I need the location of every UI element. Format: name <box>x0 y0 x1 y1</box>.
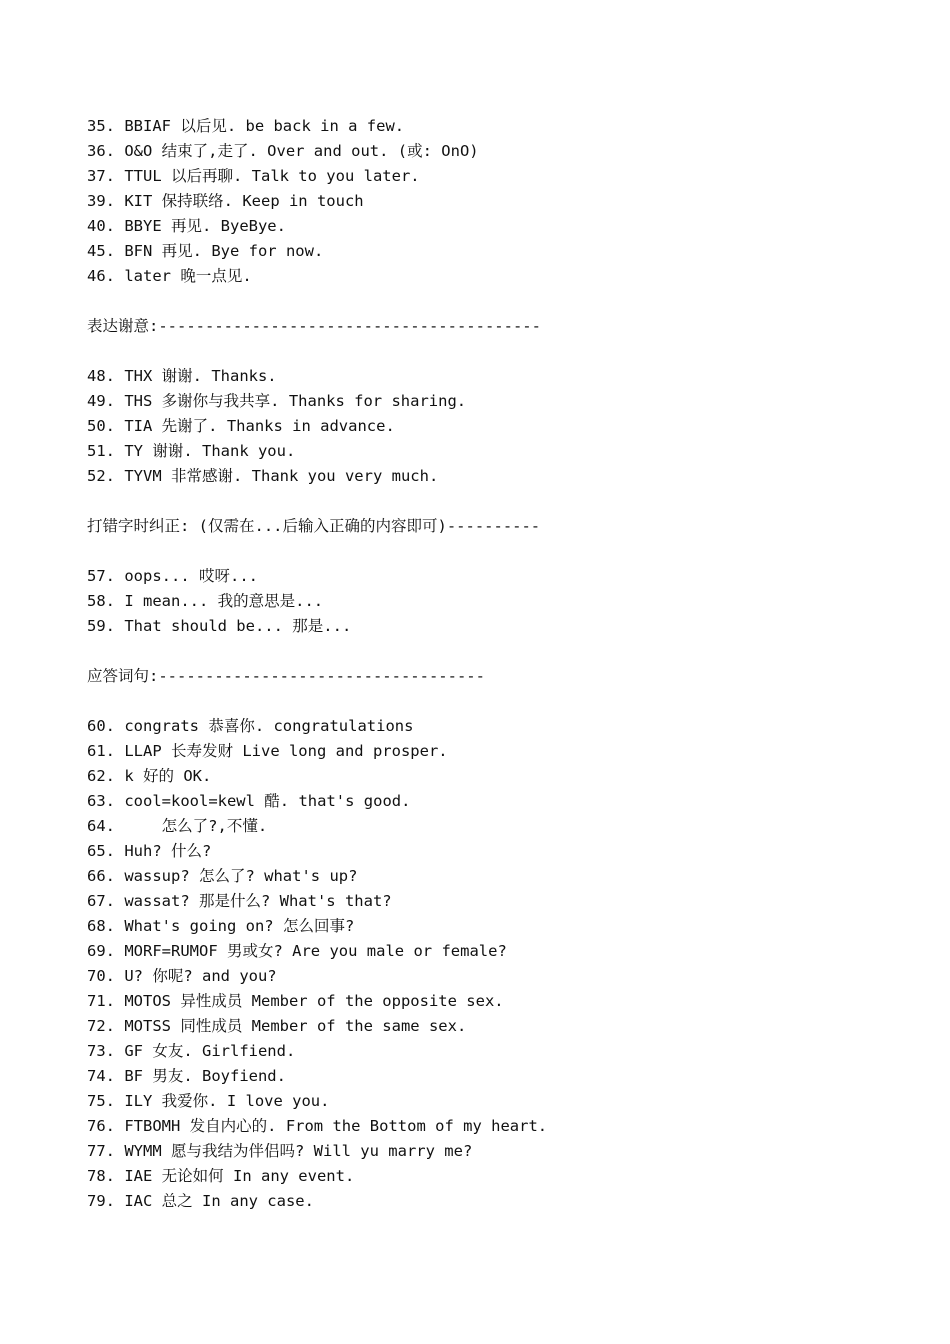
text-line: 61. LLAP 长寿发财 Live long and prosper. <box>87 742 448 760</box>
text-line: 49. THS 多谢你与我共享. Thanks for sharing. <box>87 392 467 410</box>
text-line: 73. GF 女友. Girlfiend. <box>87 1042 296 1060</box>
text-line: 78. IAE 无论如何 In any event. <box>87 1167 355 1185</box>
text-line: 71. MOTOS 异性成员 Member of the opposite sex. <box>87 992 504 1010</box>
text-line: 40. BBYE 再见. ByeBye. <box>87 217 286 235</box>
text-line: 59. That should be... 那是... <box>87 617 352 635</box>
text-line: 39. KIT 保持联络. Keep in touch <box>87 192 364 210</box>
text-line: 69. MORF=RUMOF 男或女? Are you male or female? <box>87 942 507 960</box>
blank-line <box>87 689 907 714</box>
text-line: 51. TY 谢谢. Thank you. <box>87 442 296 460</box>
text-line: 37. TTUL 以后再聊. Talk to you later. <box>87 167 420 185</box>
text-line: 79. IAC 总之 In any case. <box>87 1192 314 1210</box>
blank-line <box>87 489 907 514</box>
text-line: 50. TIA 先谢了. Thanks in advance. <box>87 417 395 435</box>
text-line: 36. O&O 结束了,走了. Over and out. (或: OnO) <box>87 142 479 160</box>
text-line: 64. 怎么了?,不懂. <box>87 817 268 835</box>
text-line: 35. BBIAF 以后见. be back in a few. <box>87 117 405 135</box>
section-heading: 打错字时纠正: (仅需在...后输入正确的内容即可)---------- <box>87 517 541 535</box>
text-line: 70. U? 你呢? and you? <box>87 967 277 985</box>
text-line: 58. I mean... 我的意思是... <box>87 592 324 610</box>
text-line: 65. Huh? 什么? <box>87 842 212 860</box>
text-line: 68. What's going on? 怎么回事? <box>87 917 355 935</box>
text-line: 77. WYMM 愿与我结为伴侣吗? Will yu marry me? <box>87 1142 473 1160</box>
text-line: 48. THX 谢谢. Thanks. <box>87 367 277 385</box>
blank-line <box>87 539 907 564</box>
text-line: 62. k 好的 OK. <box>87 767 212 785</box>
text-line: 74. BF 男友. Boyfiend. <box>87 1067 286 1085</box>
text-line: 45. BFN 再见. Bye for now. <box>87 242 324 260</box>
section-heading: 应答词句:----------------------------------- <box>87 667 485 685</box>
blank-line <box>87 339 907 364</box>
text-line: 63. cool=kool=kewl 酷. that's good. <box>87 792 411 810</box>
blank-line <box>87 289 907 314</box>
text-line: 67. wassat? 那是什么? What's that? <box>87 892 392 910</box>
text-line: 72. MOTSS 同性成员 Member of the same sex. <box>87 1017 467 1035</box>
blank-line <box>87 639 907 664</box>
text-line: 46. later 晚一点见. <box>87 267 252 285</box>
section-heading: 表达谢意:----------------------------------------- <box>87 317 541 335</box>
text-line: 66. wassup? 怎么了? what's up? <box>87 867 358 885</box>
document-page <box>87 114 907 1214</box>
text-line: 75. ILY 我爱你. I love you. <box>87 1092 330 1110</box>
text-line: 52. TYVM 非常感谢. Thank you very much. <box>87 467 439 485</box>
text-line: 57. oops... 哎呀... <box>87 567 258 585</box>
text-line: 76. FTBOMH 发自内心的. From the Bottom of my heart. <box>87 1117 548 1135</box>
text-line: 60. congrats 恭喜你. congratulations <box>87 717 414 735</box>
